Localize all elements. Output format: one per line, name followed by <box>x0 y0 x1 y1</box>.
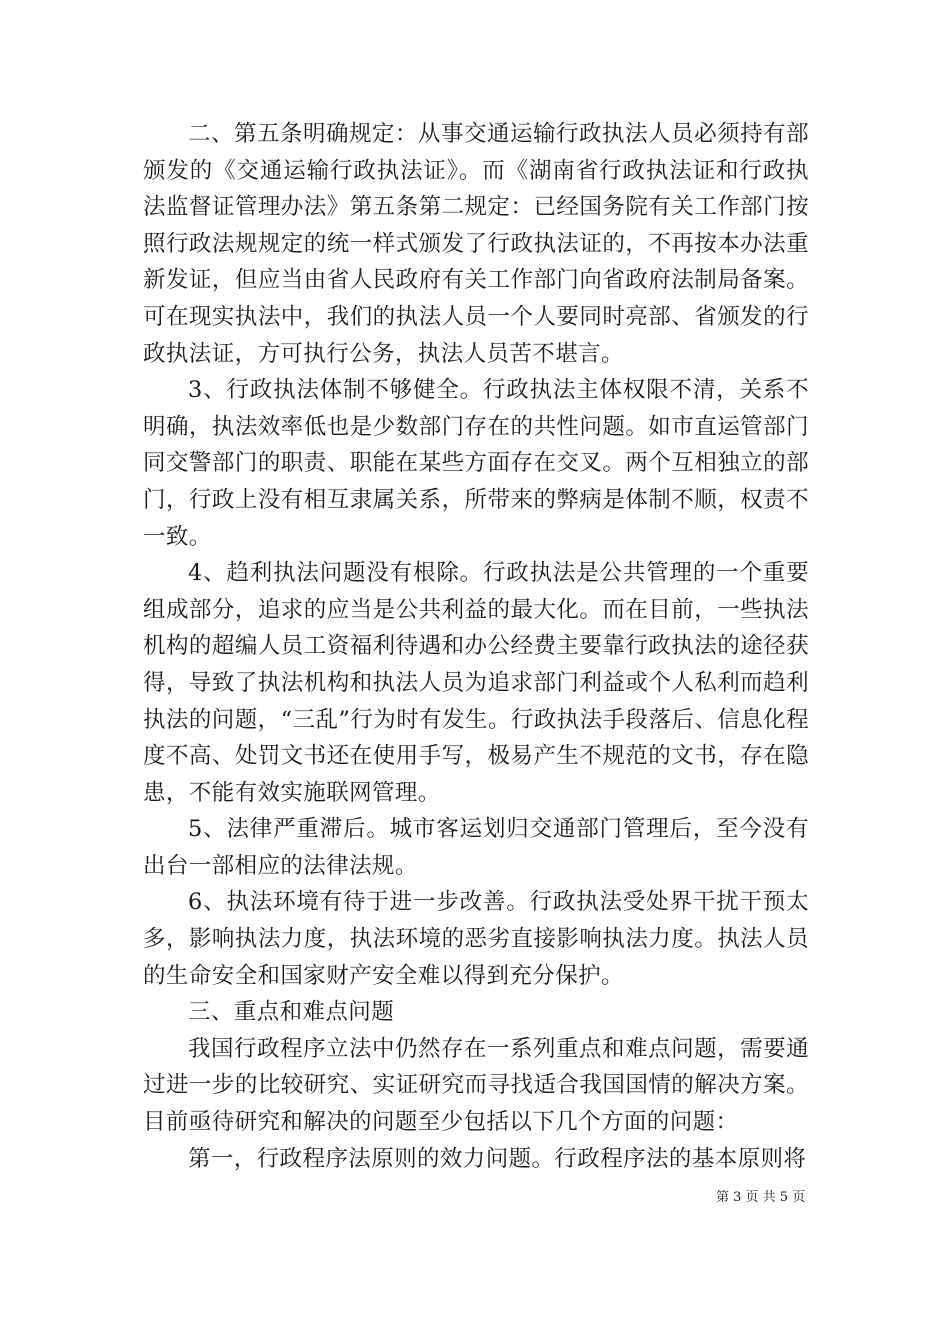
paragraph-section-two: 二、第五条明确规定：从事交通运输行政执法人员必须持有部颁发的《交通运输行政执法证》。而《湖南省行政执法证和行政执法监督证管理办法》第五条第二规定：已经国务院有关工作部门按照行政法规规定的统一样式颁发了行政执法证的，不再按本办法重新发证，但应当由省人民政府有关工作部门向省政府法制局备案。可在现实执法中，我们的执法人员一个人要同时亮部、省颁发的行政执法证，方可执行公务，执法人员苦不堪言。 <box>143 121 809 367</box>
paragraph-section-three-intro: 我国行政程序立法中仍然存在一系列重点和难点问题，需要通过进一步的比较研究、实证研究而寻找适合我国国情的解决方案。目前亟待研究和解决的问题至少包括以下几个方面的问题： <box>143 1035 809 1136</box>
paragraph-item-3: 3、行政执法体制不够健全。行政执法主体权限不清，关系不明确，执法效率低也是少数部门存在的共性问题。如市直运管部门同交警部门的职责、职能在某些方面存在交叉。两个互相独立的部门，行政上没有相互隶属关系，所带来的弊病是体制不顺，权责不一致。 <box>143 377 809 550</box>
page-number-label: 第 3 页 共 5 页 <box>716 1190 806 1205</box>
paragraph-first-point: 第一，行政程序法原则的效力问题。行政程序法的基本原则将 <box>188 1145 807 1172</box>
paragraph-item-4: 4、趋利执法问题没有根除。行政执法是公共管理的一个重要组成部分，追求的应当是公共利益的最大化。而在目前，一些执法机构的超编人员工资福利待遇和办公经费主要靠行政执法的途径获得，导致了执法机构和执法人员为追求部门利益或个人私利而趋利执法的问题，“三乱”行为时有发生。行政执法手段落后、信息化程度不高、处罚文书还在使用手写，极易产生不规范的文书，存在隐患，不能有效实施联网管理。 <box>143 560 809 806</box>
section-heading-three: 三、重点和难点问题 <box>188 999 395 1026</box>
paragraph-item-5: 5、法律严重滞后。城市客运划归交通部门管理后，至今没有出台一部相应的法律法规。 <box>143 816 809 879</box>
paragraph-item-6: 6、执法环境有待于进一步改善。行政执法受处界干扰干预太多，影响执法力度，执法环境的恶劣直接影响执法力度。执法人员的生命安全和国家财产安全难以得到充分保护。 <box>143 889 809 989</box>
page-number-footer <box>716 1190 805 1206</box>
document-body <box>143 116 809 1177</box>
